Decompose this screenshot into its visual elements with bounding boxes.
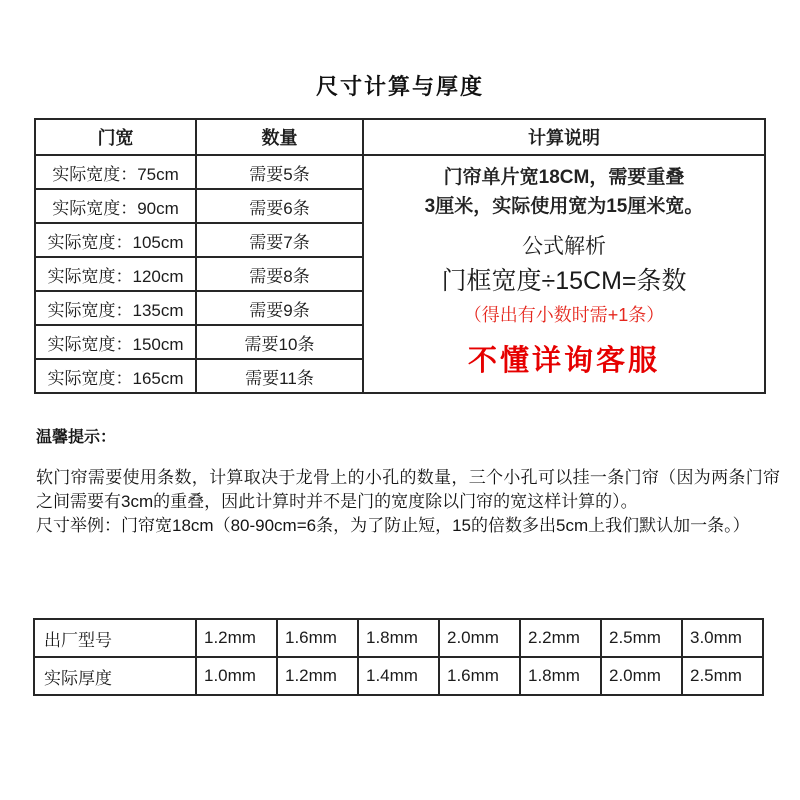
width-cell: 实际宽度：150cm xyxy=(35,325,196,359)
formula-title: 公式解析 xyxy=(522,235,606,258)
calc-intro-line2: 3厘米，实际使用宽为15厘米宽。 xyxy=(424,196,704,217)
calc-intro xyxy=(425,163,704,221)
model-value: 1.2mm xyxy=(196,619,277,657)
width-cell: 实际宽度：75cm xyxy=(35,155,196,189)
model-value: 2.0mm xyxy=(439,619,520,657)
width-cell: 实际宽度：105cm xyxy=(35,223,196,257)
qty-cell: 需要5条 xyxy=(196,155,363,189)
header-quantity: 数量 xyxy=(196,119,363,155)
tips-paragraph-2: 尺寸举例：门帘宽18cm（80-90cm=6条，为了防止短，15的倍数多出5cm上我们默认加一条。） xyxy=(36,516,750,535)
qty-cell: 需要7条 xyxy=(196,223,363,257)
table-row xyxy=(35,155,765,189)
thickness-row-label: 实际厚度 xyxy=(34,657,196,695)
table-row xyxy=(34,619,763,657)
model-value: 3.0mm xyxy=(682,619,763,657)
model-value: 1.6mm xyxy=(277,619,358,657)
thickness-value: 1.8mm xyxy=(520,657,601,695)
qty-cell: 需要10条 xyxy=(196,325,363,359)
thickness-value: 2.0mm xyxy=(601,657,682,695)
width-cell: 实际宽度：165cm xyxy=(35,359,196,393)
thickness-value: 1.2mm xyxy=(277,657,358,695)
size-quantity-table xyxy=(34,118,766,394)
header-door-width: 门宽 xyxy=(35,119,196,155)
width-cell: 实际宽度：135cm xyxy=(35,291,196,325)
qty-cell: 需要11条 xyxy=(196,359,363,393)
formula-line: 门框宽度÷15CM=条数 xyxy=(441,267,687,295)
model-value: 2.5mm xyxy=(601,619,682,657)
tips-body xyxy=(36,466,780,538)
thickness-value: 1.0mm xyxy=(196,657,277,695)
model-value: 2.2mm xyxy=(520,619,601,657)
thickness-value: 1.6mm xyxy=(439,657,520,695)
table-header-row xyxy=(35,119,765,155)
thickness-value: 2.5mm xyxy=(682,657,763,695)
contact-service-text: 不懂详询客服 xyxy=(467,345,660,377)
tips-paragraph-1: 软门帘需要使用条数，计算取决于龙骨上的小孔的数量，三个小孔可以挂一条门帘（因为两条门帘之间需要有3cm的重叠，因此计算时并不是门的宽度除以门帘的宽这样计算的）。 xyxy=(36,468,780,511)
calc-intro-line1: 门帘单片宽18CM，需要重叠 xyxy=(443,167,685,188)
formula-red-note: （得出有小数时需+1条） xyxy=(463,305,665,325)
qty-cell: 需要8条 xyxy=(196,257,363,291)
calc-explanation-cell xyxy=(363,155,765,393)
thickness-value: 1.4mm xyxy=(358,657,439,695)
qty-cell: 需要6条 xyxy=(196,189,363,223)
model-value: 1.8mm xyxy=(358,619,439,657)
width-cell: 实际宽度：90cm xyxy=(35,189,196,223)
header-calc-explanation: 计算说明 xyxy=(363,119,765,155)
calc-explanation-content xyxy=(364,156,764,381)
thickness-table xyxy=(33,618,764,696)
tips-title: 温馨提示： xyxy=(36,429,117,446)
page-title: 尺寸计算与厚度 xyxy=(315,74,484,99)
qty-cell: 需要9条 xyxy=(196,291,363,325)
thickness-row-label: 出厂型号 xyxy=(34,619,196,657)
table-row xyxy=(34,657,763,695)
width-cell: 实际宽度：120cm xyxy=(35,257,196,291)
